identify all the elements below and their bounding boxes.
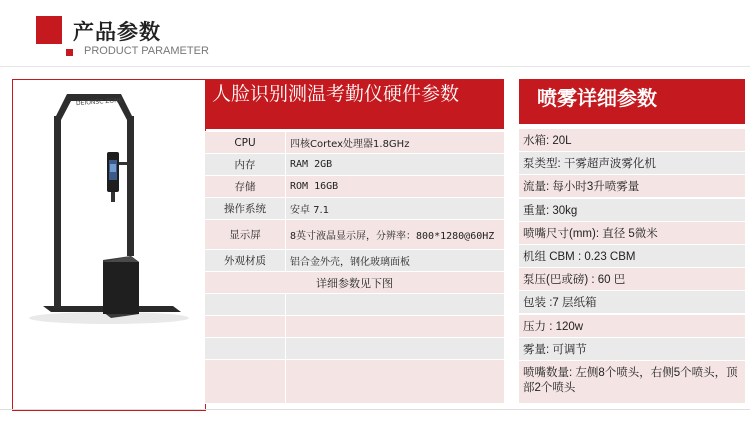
hardware-params-table: [204, 131, 505, 404]
spray-param-item: 水箱: 20L: [519, 129, 745, 151]
hardware-params-title: 人脸识别测温考勤仪硬件参数: [206, 79, 504, 129]
spray-param-item: 压力 : 120w: [519, 315, 745, 337]
spec-key: [205, 338, 286, 360]
spec-row: [205, 198, 505, 220]
spray-param-item: 雾量: 可调节: [519, 338, 745, 360]
spray-params-list: [519, 129, 745, 404]
gate-left-pillar: [54, 116, 61, 308]
spec-row: [205, 154, 505, 176]
spray-cabinet-front: [103, 262, 139, 314]
spec-key: 内存: [205, 154, 286, 176]
spec-key: CPU: [205, 132, 286, 154]
spray-param-item: 泵压(巴或磅) : 60 巴: [519, 268, 745, 290]
spec-row: [205, 272, 505, 294]
spec-row: [205, 316, 505, 338]
device-stand: [111, 192, 115, 202]
spec-key: [205, 294, 286, 316]
spray-param-item: 重量: 30kg: [519, 199, 745, 221]
spec-value: ROM 16GB: [286, 176, 505, 198]
spec-key: [205, 316, 286, 338]
page-subtitle: PRODUCT PARAMETER: [84, 45, 209, 57]
spray-param-item: 机组 CBM : 0.23 CBM: [519, 245, 745, 267]
spray-param-item: 泵类型: 干雾超声波雾化机: [519, 152, 745, 174]
header-square: [36, 16, 62, 44]
spray-params-title: 喷雾详细参数: [519, 79, 745, 124]
header-small-square: [66, 49, 73, 56]
spec-value: [286, 338, 505, 360]
header-divider: [0, 66, 750, 67]
spray-param-item: 喷嘴数量: 左侧8个喷头，右侧5个喷头，顶部2个喷头: [519, 361, 745, 403]
spec-key: 存储: [205, 176, 286, 198]
spec-value: 四核Cortex处理器1.8GHz: [286, 132, 505, 154]
spray-param-item: 流量: 每小时3升喷雾量: [519, 175, 745, 197]
spec-key: 外观材质: [205, 250, 286, 272]
spec-row: [205, 360, 505, 404]
page-title: 产品参数: [73, 20, 161, 44]
gate-sign-text: DEIONSC ZONE: [75, 96, 123, 108]
product-image: [13, 80, 205, 410]
spec-value: [286, 360, 505, 404]
spec-row: [205, 338, 505, 360]
spec-value: 安卓 7.1: [286, 198, 505, 220]
spec-row: [205, 220, 505, 250]
spec-row: [205, 176, 505, 198]
spec-key: 操作系统: [205, 198, 286, 220]
spec-value: [286, 316, 505, 338]
spray-param-item: 喷嘴尺寸(mm): 直径 5微米: [519, 222, 745, 244]
spec-row: [205, 132, 505, 154]
spec-row: [205, 250, 505, 272]
spec-key: [205, 360, 286, 404]
spec-note: 详细参数见下图: [205, 272, 505, 294]
product-image-frame: [12, 79, 206, 411]
spec-value: [286, 294, 505, 316]
bottom-divider: [0, 409, 750, 410]
spec-row: [205, 294, 505, 316]
spray-param-item: 包装 :7 层纸箱: [519, 291, 745, 313]
gate-right-pillar: [127, 116, 134, 256]
spec-key: 显示屏: [205, 220, 286, 250]
spec-value: RAM 2GB: [286, 154, 505, 176]
spec-value: 8英寸液晶显示屏，分辨率：800*1280@60HZ: [286, 220, 505, 250]
spec-value: 铝合金外壳，钢化玻璃面板: [286, 250, 505, 272]
